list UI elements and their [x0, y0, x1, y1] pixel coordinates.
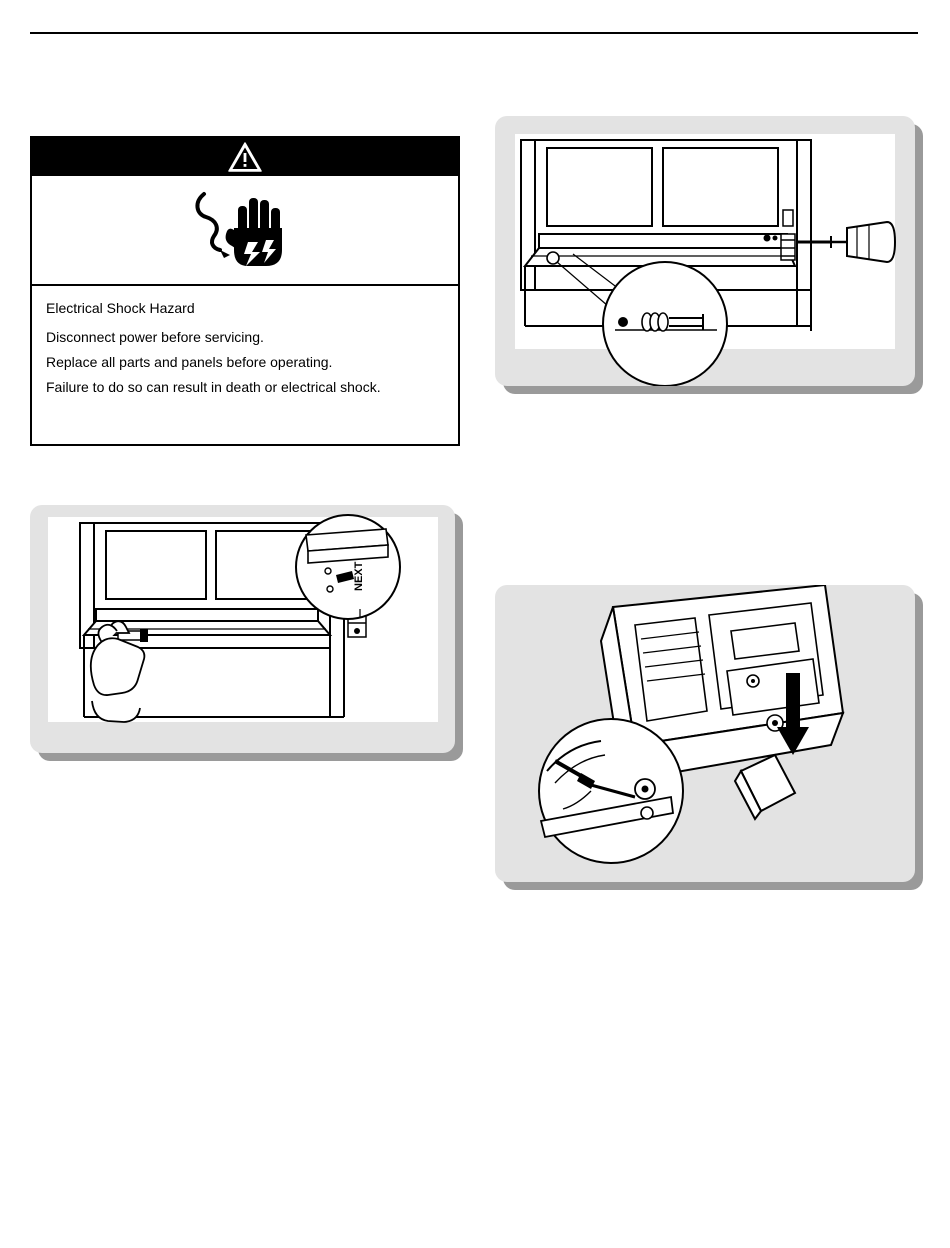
window-frame-screw-removal-illustration: [495, 116, 915, 386]
warning-icon-area: [32, 176, 458, 286]
header-divider: [30, 32, 918, 34]
electrical-shock-hand-icon: [190, 184, 300, 276]
warning-body: [32, 286, 458, 414]
warning-box: [30, 136, 460, 446]
figure-remove-screw: [495, 116, 915, 386]
warning-line-1: Disconnect power before servicing.: [46, 329, 264, 345]
warning-hazard-heading: Electrical Shock Hazard: [46, 300, 195, 316]
latch-label-text: NEXT: [353, 561, 365, 591]
figure-release-tab: [30, 505, 455, 753]
hand-releasing-latch-tab-illustration: [30, 505, 455, 753]
angled-unit-panel-removal-illustration: [495, 585, 915, 882]
warning-line-3: Failure to do so can result in death or electrical shock.: [46, 379, 381, 395]
warning-header: [32, 138, 458, 176]
warning-triangle-icon: [228, 142, 262, 172]
warning-line-2: Replace all parts and panels before operating.: [46, 354, 333, 370]
figure-lower-panel: [495, 585, 915, 882]
